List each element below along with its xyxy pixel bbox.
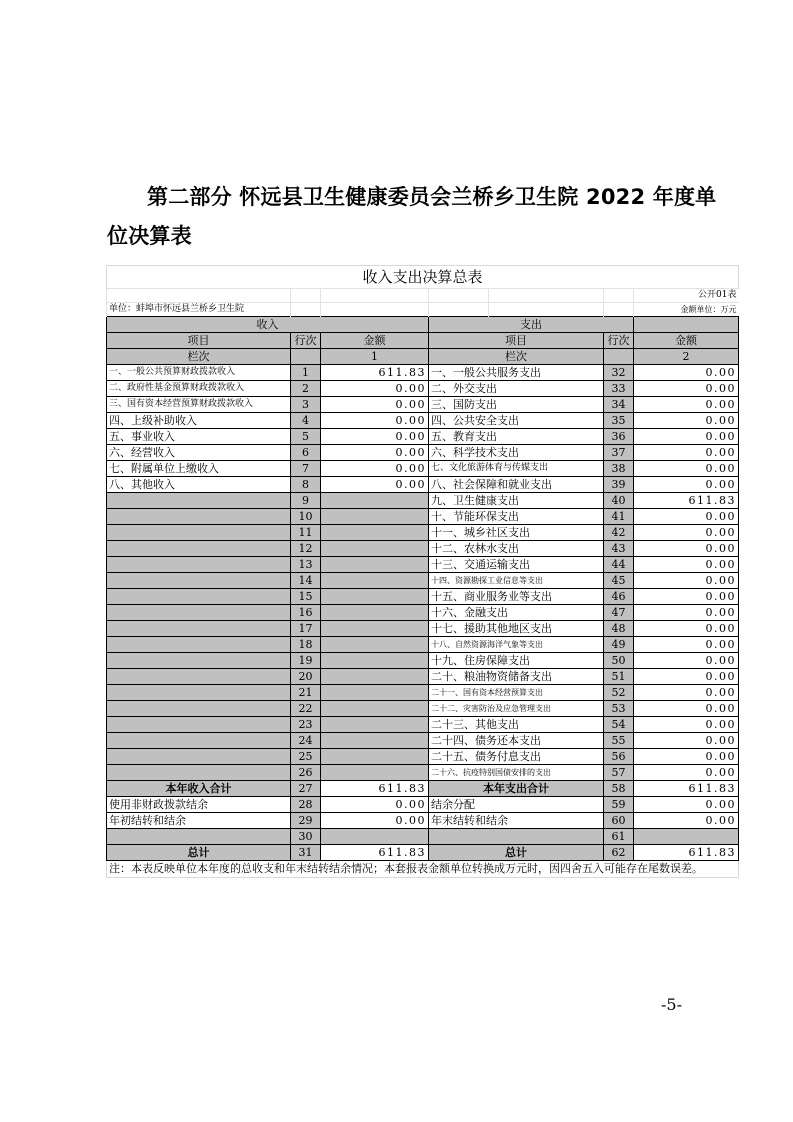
expense-amount: 0.00 — [634, 653, 739, 669]
table-row — [107, 685, 739, 701]
expense-col-amount: 金额 — [634, 333, 739, 349]
income-line-no: 22 — [291, 701, 321, 717]
income-item: 年初结转和结余 — [107, 813, 291, 829]
table-row — [107, 525, 739, 541]
income-item — [107, 717, 291, 733]
heading-line-1: 第二部分 怀远县卫生健康委员会兰桥乡卫生院 2022 年度单 — [147, 185, 717, 209]
income-line-no: 16 — [291, 605, 321, 621]
income-amount: 0.00 — [321, 477, 429, 493]
expense-item: 七、文化旅游体育与传媒支出 — [429, 461, 604, 477]
table-row — [107, 461, 739, 477]
document-heading — [107, 178, 717, 256]
expense-line-no: 54 — [604, 717, 634, 733]
table-row — [107, 829, 739, 845]
income-amount — [321, 717, 429, 733]
income-amount — [321, 701, 429, 717]
expense-line-no: 59 — [604, 797, 634, 813]
income-line-no: 11 — [291, 525, 321, 541]
income-amount — [321, 653, 429, 669]
expense-line-no: 32 — [604, 365, 634, 381]
income-item: 使用非财政拨款结余 — [107, 797, 291, 813]
expense-item: 八、社会保障和就业支出 — [429, 477, 604, 493]
income-line-no: 13 — [291, 557, 321, 573]
expense-item: 十九、住房保障支出 — [429, 653, 604, 669]
expense-item: 十、节能环保支出 — [429, 509, 604, 525]
table-row — [107, 397, 739, 413]
expense-amount: 0.00 — [634, 637, 739, 653]
income-line-no: 6 — [291, 445, 321, 461]
expense-line-no: 47 — [604, 605, 634, 621]
income-amount — [321, 685, 429, 701]
expense-item: 二十五、债务付息支出 — [429, 749, 604, 765]
income-amount: 0.00 — [321, 445, 429, 461]
expense-amount: 0.00 — [634, 605, 739, 621]
income-line-no: 14 — [291, 573, 321, 589]
expense-line-no: 53 — [604, 701, 634, 717]
expense-item: 二十六、抗疫特别国债安排的支出 — [429, 765, 604, 781]
income-item: 一、一般公共预算财政拨款收入 — [107, 365, 291, 381]
income-item — [107, 765, 291, 781]
income-amount: 0.00 — [321, 397, 429, 413]
income-amount — [321, 493, 429, 509]
income-item: 三、国有资本经营预算财政拨款收入 — [107, 397, 291, 413]
expense-item: 结余分配 — [429, 797, 604, 813]
income-amount: 0.00 — [321, 429, 429, 445]
income-amount — [321, 541, 429, 557]
table-note: 注：本表反映单位本年度的总收支和年末结转结余情况；本套报表金额单位转换成万元时，因四舍五入可能存在尾数误差。 — [107, 861, 739, 878]
table-row — [107, 445, 739, 461]
income-item — [107, 733, 291, 749]
income-item — [107, 557, 291, 573]
expense-amount: 0.00 — [634, 749, 739, 765]
expense-line-no: 48 — [604, 621, 634, 637]
expense-item: 十八、自然资源海洋气象等支出 — [429, 637, 604, 653]
expense-header: 支出 — [429, 317, 634, 333]
expense-item: 四、公共安全支出 — [429, 413, 604, 429]
expense-line-no: 35 — [604, 413, 634, 429]
expense-amount: 0.00 — [634, 669, 739, 685]
table-row — [107, 589, 739, 605]
table-row — [107, 621, 739, 637]
income-item — [107, 541, 291, 557]
income-amount — [321, 733, 429, 749]
table-row — [107, 605, 739, 621]
expense-amount: 611.83 — [634, 493, 739, 509]
income-amount: 611.83 — [321, 845, 429, 861]
expense-amount: 0.00 — [634, 509, 739, 525]
table-row — [107, 429, 739, 445]
expense-index-label: 栏次 — [429, 349, 604, 365]
income-line-no: 8 — [291, 477, 321, 493]
expense-amount: 0.00 — [634, 445, 739, 461]
expense-item: 三、国防支出 — [429, 397, 604, 413]
income-line-no: 26 — [291, 765, 321, 781]
expense-amount: 611.83 — [634, 781, 739, 797]
income-item — [107, 829, 291, 845]
expense-item: 二十一、国有资本经营预算支出 — [429, 685, 604, 701]
income-header: 收入 — [107, 317, 429, 333]
table-row — [107, 541, 739, 557]
expense-item: 九、卫生健康支出 — [429, 493, 604, 509]
expense-line-no: 43 — [604, 541, 634, 557]
page-number: -5- — [661, 995, 682, 1014]
income-amount — [321, 637, 429, 653]
income-line-no: 15 — [291, 589, 321, 605]
expense-amount: 0.00 — [634, 381, 739, 397]
income-amount — [321, 605, 429, 621]
table-row — [107, 669, 739, 685]
expense-amount: 0.00 — [634, 461, 739, 477]
expense-amount: 0.00 — [634, 685, 739, 701]
income-amount — [321, 525, 429, 541]
form-code: 公开01表 — [634, 289, 739, 303]
expense-amount: 0.00 — [634, 733, 739, 749]
expense-amount: 0.00 — [634, 429, 739, 445]
expense-item: 十一、城乡社区支出 — [429, 525, 604, 541]
expense-amount: 0.00 — [634, 717, 739, 733]
income-item — [107, 573, 291, 589]
income-amount: 0.00 — [321, 461, 429, 477]
expense-item: 本年支出合计 — [429, 781, 604, 797]
income-item — [107, 701, 291, 717]
income-col-amount: 金额 — [321, 333, 429, 349]
expense-item: 六、科学技术支出 — [429, 445, 604, 461]
income-amount: 0.00 — [321, 813, 429, 829]
expense-item: 十二、农林水支出 — [429, 541, 604, 557]
expense-line-no: 61 — [604, 829, 634, 845]
income-line-no: 7 — [291, 461, 321, 477]
table-title: 收入支出决算总表 — [107, 266, 739, 289]
income-line-no: 27 — [291, 781, 321, 797]
expense-item: 年末结转和结余 — [429, 813, 604, 829]
income-line-no: 23 — [291, 717, 321, 733]
income-item: 总计 — [107, 845, 291, 861]
income-amount — [321, 589, 429, 605]
expense-amount: 0.00 — [634, 397, 739, 413]
expense-amount: 0.00 — [634, 701, 739, 717]
table-row — [107, 813, 739, 829]
income-item — [107, 749, 291, 765]
table-row — [107, 701, 739, 717]
income-amount: 611.83 — [321, 781, 429, 797]
expense-line-no: 56 — [604, 749, 634, 765]
expense-item: 十七、援助其他地区支出 — [429, 621, 604, 637]
expense-item: 十五、商业服务业等支出 — [429, 589, 604, 605]
table-row — [107, 653, 739, 669]
income-line-no: 19 — [291, 653, 321, 669]
income-item — [107, 605, 291, 621]
income-line-no: 18 — [291, 637, 321, 653]
expense-item — [429, 829, 604, 845]
expense-line-no: 57 — [604, 765, 634, 781]
income-item — [107, 493, 291, 509]
income-amount: 611.83 — [321, 365, 429, 381]
income-line-no: 30 — [291, 829, 321, 845]
table-row — [107, 573, 739, 589]
table-row — [107, 493, 739, 509]
table-row — [107, 637, 739, 653]
income-line-no: 2 — [291, 381, 321, 397]
expense-line-no: 52 — [604, 685, 634, 701]
income-item: 四、上级补助收入 — [107, 413, 291, 429]
income-line-no: 4 — [291, 413, 321, 429]
table-row — [107, 845, 739, 861]
expense-line-no: 60 — [604, 813, 634, 829]
income-item: 二、政府性基金预算财政拨款收入 — [107, 381, 291, 397]
income-col-item: 项目 — [107, 333, 291, 349]
expense-line-no: 36 — [604, 429, 634, 445]
income-item — [107, 685, 291, 701]
expense-amount: 0.00 — [634, 765, 739, 781]
expense-amount-col-no: 2 — [634, 349, 739, 365]
table-row — [107, 797, 739, 813]
table-row — [107, 413, 739, 429]
expense-line-no: 39 — [604, 477, 634, 493]
table-row — [107, 765, 739, 781]
income-amount — [321, 829, 429, 845]
income-index-label: 栏次 — [107, 349, 291, 365]
income-amount-col-no: 1 — [321, 349, 429, 365]
expense-line-no: 45 — [604, 573, 634, 589]
expense-line-no: 37 — [604, 445, 634, 461]
income-line-no: 21 — [291, 685, 321, 701]
expense-col-line: 行次 — [604, 333, 634, 349]
expense-amount: 0.00 — [634, 477, 739, 493]
expense-line-no: 44 — [604, 557, 634, 573]
expense-amount: 0.00 — [634, 797, 739, 813]
income-amount — [321, 765, 429, 781]
expense-line-no: 55 — [604, 733, 634, 749]
expense-amount: 0.00 — [634, 813, 739, 829]
income-item — [107, 525, 291, 541]
expense-line-no: 40 — [604, 493, 634, 509]
expense-line-no: 41 — [604, 509, 634, 525]
income-line-no: 9 — [291, 493, 321, 509]
expense-line-no: 38 — [604, 461, 634, 477]
income-line-no: 31 — [291, 845, 321, 861]
table-row — [107, 781, 739, 797]
income-line-no: 17 — [291, 621, 321, 637]
income-amount — [321, 749, 429, 765]
expense-line-no: 46 — [604, 589, 634, 605]
expense-line-no: 49 — [604, 637, 634, 653]
income-item: 八、其他收入 — [107, 477, 291, 493]
expense-amount: 0.00 — [634, 621, 739, 637]
income-item — [107, 509, 291, 525]
expense-item: 二十、粮油物资储备支出 — [429, 669, 604, 685]
expense-line-no: 34 — [604, 397, 634, 413]
table-row — [107, 477, 739, 493]
income-item — [107, 653, 291, 669]
table-row — [107, 381, 739, 397]
expense-amount — [634, 829, 739, 845]
expense-item: 十三、交通运输支出 — [429, 557, 604, 573]
income-line-no: 3 — [291, 397, 321, 413]
income-line-no: 20 — [291, 669, 321, 685]
currency-label: 金额单位：万元 — [634, 303, 739, 317]
income-line-no: 25 — [291, 749, 321, 765]
income-item: 七、附属单位上缴收入 — [107, 461, 291, 477]
expense-item: 十六、金融支出 — [429, 605, 604, 621]
expense-item: 五、教育支出 — [429, 429, 604, 445]
income-amount — [321, 509, 429, 525]
expense-line-no: 58 — [604, 781, 634, 797]
income-line-no: 5 — [291, 429, 321, 445]
income-item: 本年收入合计 — [107, 781, 291, 797]
income-amount — [321, 573, 429, 589]
income-item: 六、经营收入 — [107, 445, 291, 461]
expense-line-no: 33 — [604, 381, 634, 397]
income-line-no: 29 — [291, 813, 321, 829]
expense-item: 二、外交支出 — [429, 381, 604, 397]
expense-item: 一、一般公共服务支出 — [429, 365, 604, 381]
expense-amount: 611.83 — [634, 845, 739, 861]
income-col-line: 行次 — [291, 333, 321, 349]
income-line-no: 24 — [291, 733, 321, 749]
table-row — [107, 365, 739, 381]
expense-amount: 0.00 — [634, 573, 739, 589]
income-item: 五、事业收入 — [107, 429, 291, 445]
expense-amount: 0.00 — [634, 557, 739, 573]
table-row — [107, 509, 739, 525]
expense-line-no: 42 — [604, 525, 634, 541]
table-row — [107, 717, 739, 733]
heading-line-2: 位决算表 — [107, 224, 192, 248]
expense-line-no: 51 — [604, 669, 634, 685]
expense-amount: 0.00 — [634, 589, 739, 605]
income-item — [107, 637, 291, 653]
table-row — [107, 733, 739, 749]
income-expense-table — [106, 265, 739, 878]
expense-amount: 0.00 — [634, 413, 739, 429]
expense-amount: 0.00 — [634, 525, 739, 541]
expense-line-no: 62 — [604, 845, 634, 861]
income-amount: 0.00 — [321, 381, 429, 397]
income-amount — [321, 557, 429, 573]
income-amount — [321, 621, 429, 637]
income-amount: 0.00 — [321, 797, 429, 813]
income-amount: 0.00 — [321, 413, 429, 429]
income-line-no: 12 — [291, 541, 321, 557]
table-row — [107, 749, 739, 765]
income-item — [107, 589, 291, 605]
expense-item: 二十二、灾害防治及应急管理支出 — [429, 701, 604, 717]
income-item — [107, 669, 291, 685]
table-row — [107, 557, 739, 573]
income-line-no: 1 — [291, 365, 321, 381]
income-line-no: 10 — [291, 509, 321, 525]
expense-col-item: 项目 — [429, 333, 604, 349]
expense-item: 二十三、其他支出 — [429, 717, 604, 733]
expense-line-no: 50 — [604, 653, 634, 669]
expense-item: 总计 — [429, 845, 604, 861]
income-item — [107, 621, 291, 637]
expense-amount: 0.00 — [634, 365, 739, 381]
expense-item: 十四、资源勘探工业信息等支出 — [429, 573, 604, 589]
income-line-no: 28 — [291, 797, 321, 813]
expense-item: 二十四、债务还本支出 — [429, 733, 604, 749]
expense-amount: 0.00 — [634, 541, 739, 557]
income-amount — [321, 669, 429, 685]
unit-label: 单位：蚌埠市怀远县兰桥乡卫生院 — [107, 303, 291, 317]
